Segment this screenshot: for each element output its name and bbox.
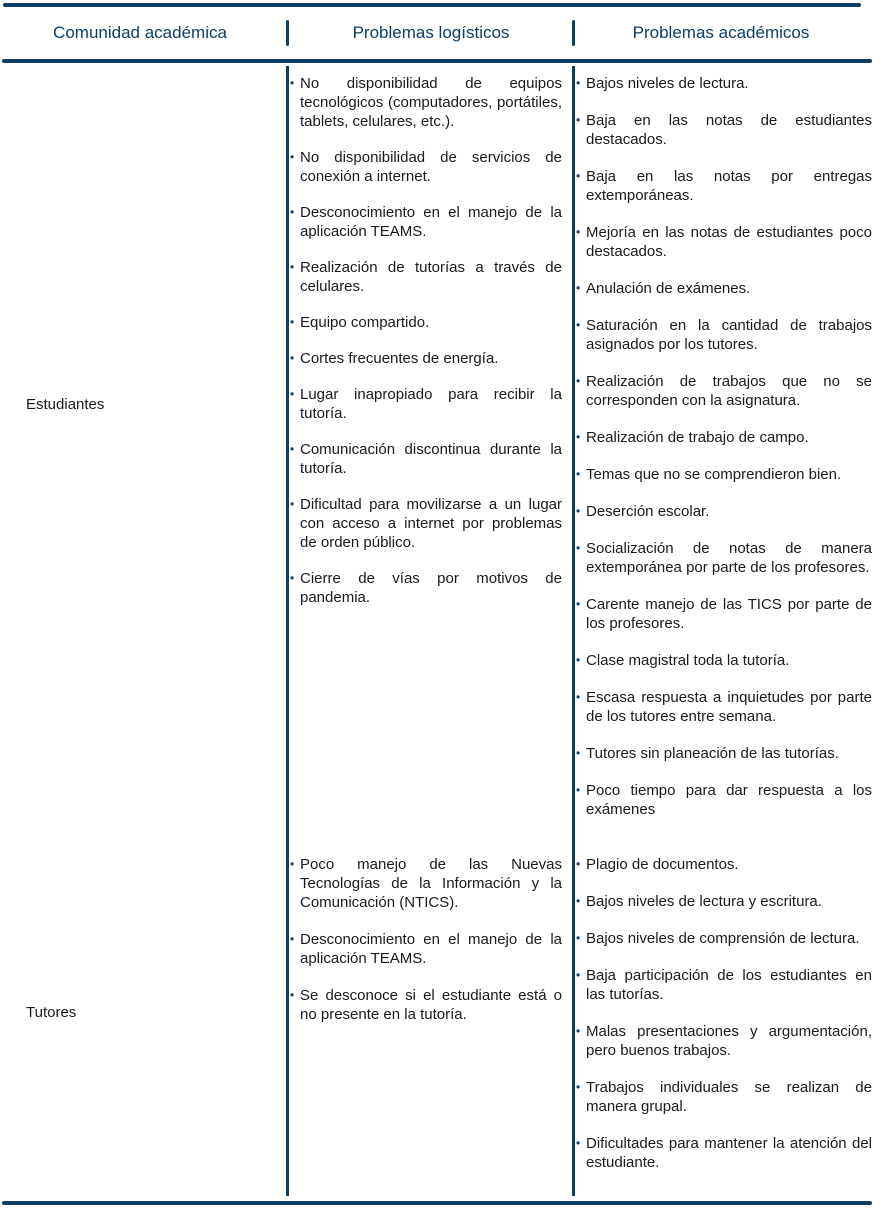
bullet-icon: • [576,1080,581,1094]
header-divider [286,20,289,46]
list-item-text: Tutores sin planeación de las tutorías. [586,745,839,762]
list-item [290,385,562,423]
list-item-text: Desconocimiento en el manejo de la aplicación TEAMS. [300,931,562,967]
table-bottom-rule [2,1201,872,1205]
list-item [576,855,872,874]
bullet-icon: • [290,857,295,871]
bullet-icon: • [576,653,581,667]
bullet-icon: • [290,387,295,401]
bullet-icon: • [576,169,581,183]
table-top-rule [3,3,861,7]
list-item [290,349,562,368]
list-item-text: Deserción escolar. [586,503,710,520]
list-item-text: Trabajos individuales se realizan de manera grupal. [586,1079,872,1115]
bullet-icon: • [290,205,295,219]
list-item [576,781,872,819]
header-community: Comunidad académica [53,23,227,42]
list-item [576,539,872,577]
tutores-academic-list [576,855,872,1172]
list-item [290,148,562,186]
list-item [290,74,562,131]
list-item [576,167,872,205]
list-item-text: Mejoría en las notas de estudiantes poco destacados. [586,224,872,260]
bullet-icon: • [290,571,295,585]
list-item-text: Clase magistral toda la tutoría. [586,652,790,669]
estudiantes-academic-list [576,74,872,849]
list-item-text: Temas que no se comprendieron bien. [586,466,842,483]
list-item [576,465,872,484]
list-item-text: Realización de trabajos que no se corresponden con la asignatura. [586,373,872,409]
list-item [576,223,872,261]
estudiantes-logistic-list [290,74,562,607]
list-item-text: Saturación en la cantidad de trabajos asignados por los tutores. [586,317,872,353]
bullet-icon: • [576,783,581,797]
list-item [576,1078,872,1116]
list-item-text: Baja participación de los estudiantes en las tutorías. [586,967,872,1003]
list-item [576,74,872,93]
list-item-text: Bajos niveles de lectura y escritura. [586,893,822,910]
tutores-logistic-list [290,855,562,1024]
list-item [576,279,872,298]
bullet-icon: • [290,76,295,90]
list-item-text: Plagio de documentos. [586,856,739,873]
bullet-icon: • [576,504,581,518]
list-item-text: Desconocimiento en el manejo de la aplicación TEAMS. [300,204,562,240]
list-item [290,569,562,607]
list-item [576,892,872,911]
list-item [290,440,562,478]
list-item-text: Comunicación discontinua durante la tutoría. [300,441,562,477]
bullet-icon: • [576,690,581,704]
list-item [290,203,562,241]
list-item-text: Cortes frecuentes de energía. [300,350,499,367]
list-item-text: Se desconoce si el estudiante está o no presente en la tutoría. [300,987,562,1023]
header-academic: Problemas académicos [632,23,810,42]
list-item-text: No disponibilidad de servicios de conexión a internet. [300,149,562,185]
bullet-icon: • [576,113,581,127]
bullet-icon: • [576,597,581,611]
bullet-icon: • [576,931,581,945]
bullet-icon: • [576,857,581,871]
header-logistic: Problemas logísticos [352,23,510,42]
bullet-icon: • [576,225,581,239]
list-item [290,258,562,296]
list-item [290,495,562,552]
list-item-text: Bajos niveles de lectura. [586,75,749,92]
list-item-text: No disponibilidad de equipos tecnológicos (computadores, portátiles, tablets, celulares, etc.). [300,75,562,130]
list-item-text: Escasa respuesta a inquietudes por parte de los tutores entre semana. [586,689,872,725]
list-item [576,316,872,354]
bullet-icon: • [290,315,295,329]
row-label-tutores: Tutores [26,1004,77,1021]
list-item [576,688,872,726]
list-item [576,1134,872,1172]
list-item [576,966,872,1004]
list-item [576,1022,872,1060]
list-item-text: Malas presentaciones y argumentación, pero buenos trabajos. [586,1023,872,1059]
list-item-text: Baja en las notas de estudiantes destacados. [586,112,872,148]
header-divider [572,20,575,46]
list-item-text: Realización de tutorías a través de celulares. [300,259,562,295]
bullet-icon: • [290,351,295,365]
list-item [576,595,872,633]
list-item [576,651,872,670]
bullet-icon: • [576,318,581,332]
bullet-icon: • [290,932,295,946]
list-item [576,929,872,948]
list-item [576,744,872,763]
list-item [576,111,872,149]
column-divider [572,66,575,1196]
list-item [290,313,562,332]
bullet-icon: • [576,746,581,760]
bullet-icon: • [576,541,581,555]
list-item [290,855,562,912]
bullet-icon: • [576,467,581,481]
bullet-icon: • [576,76,581,90]
list-item-text: Bajos niveles de comprensión de lectura. [586,930,860,947]
bullet-icon: • [576,281,581,295]
bullet-icon: • [576,894,581,908]
list-item [576,372,872,410]
list-item [290,986,562,1024]
bullet-icon: • [290,497,295,511]
bullet-icon: • [290,150,295,164]
list-item-text: Carente manejo de las TICS por parte de los profesores. [586,596,872,632]
row-label-estudiantes: Estudiantes [26,396,105,413]
list-item-text: Poco tiempo para dar respuesta a los exámenes [586,782,872,818]
bullet-icon: • [290,988,295,1002]
list-item [290,930,562,968]
bullet-icon: • [576,374,581,388]
column-divider [286,66,289,1196]
bullet-icon: • [576,968,581,982]
list-item-text: Dificultad para movilizarse a un lugar con acceso a internet por problemas de orden público. [300,496,562,551]
list-item-text: Realización de trabajo de campo. [586,429,809,446]
bullet-icon: • [290,442,295,456]
list-item-text: Poco manejo de las Nuevas Tecnologías de la Información y la Comunicación (NTICS). [300,856,562,911]
list-item-text: Lugar inapropiado para recibir la tutoría. [300,386,562,422]
bullet-icon: • [290,260,295,274]
header-bottom-rule [2,59,872,63]
bullet-icon: • [576,1024,581,1038]
list-item-text: Cierre de vías por motivos de pandemia. [300,570,562,606]
list-item-text: Baja en las notas por entregas extemporáneas. [586,168,872,204]
bullet-icon: • [576,1136,581,1150]
list-item-text: Anulación de exámenes. [586,280,751,297]
list-item-text: Dificultades para mantener la atención del estudiante. [586,1135,872,1171]
list-item [576,428,872,447]
list-item-text: Socialización de notas de manera extemporánea por parte de los profesores. [586,540,872,576]
bullet-icon: • [576,430,581,444]
list-item [576,502,872,521]
list-item-text: Equipo compartido. [300,314,430,331]
